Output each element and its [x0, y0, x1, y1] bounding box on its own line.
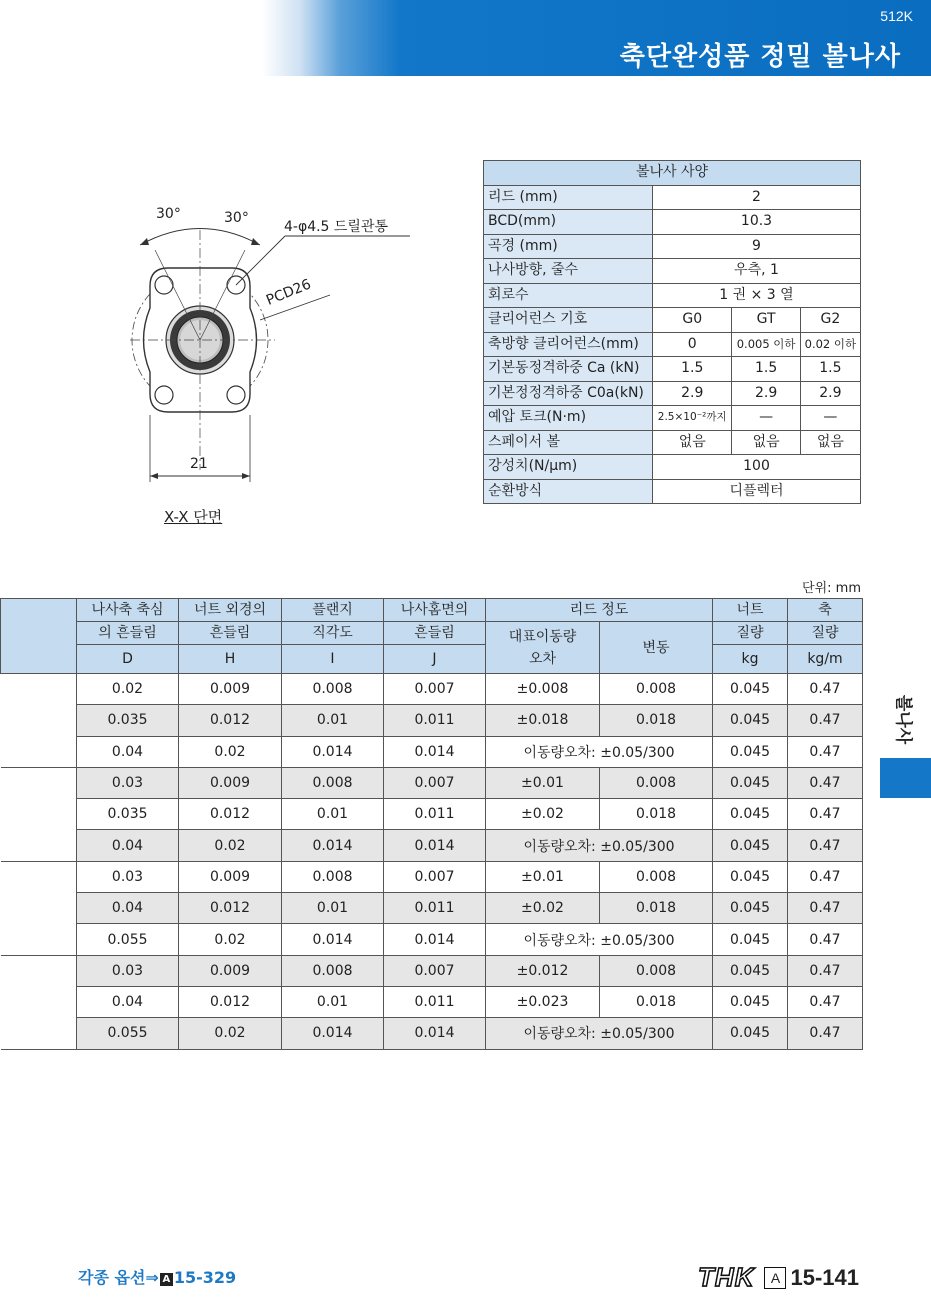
- cell-runout-h: 0.02: [179, 1018, 282, 1049]
- spec-value: 디플렉터: [653, 479, 861, 504]
- cell-representative-error: ±0.012: [486, 955, 600, 986]
- cell-travel-error: 이동량오차: ±0.05/300: [486, 924, 713, 955]
- cell-variation: 0.008: [600, 861, 713, 892]
- spec-value: 10.3: [653, 210, 861, 235]
- angle-label-right: 30°: [224, 210, 249, 226]
- table-row: [1, 799, 863, 830]
- cell-travel-error: 이동량오차: ±0.05/300: [486, 736, 713, 767]
- cell-shaft-mass: 0.47: [788, 861, 863, 892]
- spec-value: 2: [653, 185, 861, 210]
- cell-runout-j: 0.011: [384, 893, 486, 924]
- cell-runout-d: 0.03: [77, 955, 179, 986]
- side-tab-marker: [880, 758, 931, 798]
- header-i-symbol: I: [282, 645, 384, 674]
- header-h-symbol: H: [179, 645, 282, 674]
- cell-representative-error: ±0.008: [486, 674, 600, 705]
- ball-screw-spec-table: [483, 160, 861, 504]
- cell-nut-mass: 0.045: [713, 955, 788, 986]
- spec-row: [484, 234, 861, 259]
- spec-value: 없음: [800, 430, 860, 455]
- cell-variation: 0.008: [600, 767, 713, 798]
- cell-nut-mass: 0.045: [713, 861, 788, 892]
- group-cell: [1, 861, 77, 955]
- table-row: [1, 674, 863, 705]
- cell-runout-j: 0.014: [384, 830, 486, 861]
- cell-runout-d: 0.04: [77, 893, 179, 924]
- spec-key: 클리어런스 기호: [484, 308, 653, 333]
- cell-shaft-mass: 0.47: [788, 986, 863, 1017]
- cell-runout-d: 0.04: [77, 830, 179, 861]
- cell-representative-error: ±0.02: [486, 893, 600, 924]
- cell-runout-h: 0.012: [179, 799, 282, 830]
- cell-runout-h: 0.009: [179, 767, 282, 798]
- table-row: [1, 1018, 863, 1049]
- header-representative-error: 대표이동량 오차: [486, 622, 600, 674]
- cell-perpendicularity-i: 0.014: [282, 924, 384, 955]
- spec-value: 없음: [732, 430, 800, 455]
- table-row: [1, 893, 863, 924]
- cell-runout-j: 0.007: [384, 674, 486, 705]
- cell-runout-h: 0.012: [179, 705, 282, 736]
- spec-key: 스페이서 볼: [484, 430, 653, 455]
- spec-value: 100: [653, 455, 861, 480]
- table-row: [1, 830, 863, 861]
- cell-nut-mass: 0.045: [713, 705, 788, 736]
- cell-variation: 0.018: [600, 705, 713, 736]
- cell-runout-d: 0.02: [77, 674, 179, 705]
- spec-key: 회로수: [484, 283, 653, 308]
- group-cell: [1, 955, 77, 1049]
- spec-key: 기본동정격하중 Ca (kN): [484, 357, 653, 382]
- accuracy-table: [0, 598, 863, 1050]
- cell-nut-mass: 0.045: [713, 1018, 788, 1049]
- section-a-box: A: [764, 1267, 786, 1289]
- spec-value: 없음: [653, 430, 732, 455]
- spec-row-c0a: [484, 381, 861, 406]
- page-footer: [698, 1262, 859, 1293]
- spec-value: G2: [800, 308, 860, 333]
- spec-row-clearance: [484, 308, 861, 333]
- spec-row: [484, 283, 861, 308]
- spec-value: 0.02 이하: [800, 332, 860, 357]
- catalog-code: 512K: [880, 8, 913, 24]
- width-dimension-label: 21: [190, 456, 208, 472]
- header-d-symbol: D: [77, 645, 179, 674]
- spec-key: 축방향 클리어런스(mm): [484, 332, 653, 357]
- cell-runout-d: 0.055: [77, 1018, 179, 1049]
- table-row: [1, 767, 863, 798]
- spec-row-torque: [484, 406, 861, 431]
- spec-key: 강성치(N/μm): [484, 455, 653, 480]
- flange-drawing-svg: [100, 190, 430, 540]
- group-cell: [1, 767, 77, 861]
- cell-runout-d: 0.035: [77, 705, 179, 736]
- spec-key: 리드 (mm): [484, 185, 653, 210]
- cell-perpendicularity-i: 0.008: [282, 767, 384, 798]
- cell-representative-error: ±0.018: [486, 705, 600, 736]
- cell-shaft-mass: 0.47: [788, 799, 863, 830]
- cell-shaft-mass: 0.47: [788, 705, 863, 736]
- cell-runout-d: 0.03: [77, 767, 179, 798]
- cell-runout-j: 0.014: [384, 1018, 486, 1049]
- cell-runout-j: 0.014: [384, 736, 486, 767]
- spec-key: 예압 토크(N·m): [484, 406, 653, 431]
- cell-runout-d: 0.04: [77, 986, 179, 1017]
- side-label-text: 볼나사: [893, 694, 913, 744]
- cell-nut-mass: 0.045: [713, 924, 788, 955]
- cell-variation: 0.018: [600, 893, 713, 924]
- spec-value: 9: [653, 234, 861, 259]
- spec-value: 2.9: [800, 381, 860, 406]
- spec-row: [484, 259, 861, 284]
- spec-value: 2.5×10⁻²까지: [653, 406, 732, 431]
- spec-key: 나사방향, 줄수: [484, 259, 653, 284]
- header-j-symbol: J: [384, 645, 486, 674]
- header-i-mid: 직각도: [282, 622, 384, 645]
- options-text: 각종 옵션⇒: [78, 1268, 159, 1287]
- cell-shaft-mass: 0.47: [788, 924, 863, 955]
- cell-perpendicularity-i: 0.014: [282, 830, 384, 861]
- cell-variation: 0.008: [600, 674, 713, 705]
- cell-nut-mass: 0.045: [713, 799, 788, 830]
- cell-representative-error: ±0.01: [486, 861, 600, 892]
- spec-row-spacer: [484, 430, 861, 455]
- spec-value: 0.005 이하: [732, 332, 800, 357]
- spec-key: 곡경 (mm): [484, 234, 653, 259]
- header-j-top: 나사홈면의: [384, 599, 486, 622]
- spec-value: 2.9: [653, 381, 732, 406]
- thk-logo: THK: [698, 1262, 755, 1292]
- header-shaft-top: 축: [788, 599, 863, 622]
- cell-runout-j: 0.011: [384, 705, 486, 736]
- hole-spec-label: 4-φ4.5 드릴관통: [284, 219, 389, 235]
- cell-shaft-mass: 0.47: [788, 830, 863, 861]
- cell-runout-j: 0.011: [384, 986, 486, 1017]
- pcd-label: PCD26: [264, 276, 314, 309]
- cell-runout-j: 0.014: [384, 924, 486, 955]
- cell-perpendicularity-i: 0.01: [282, 893, 384, 924]
- cell-runout-h: 0.009: [179, 674, 282, 705]
- cell-representative-error: ±0.01: [486, 767, 600, 798]
- cell-nut-mass: 0.045: [713, 767, 788, 798]
- cell-runout-j: 0.011: [384, 799, 486, 830]
- cell-runout-j: 0.007: [384, 861, 486, 892]
- cell-representative-error: ±0.02: [486, 799, 600, 830]
- spec-value: —: [732, 406, 800, 431]
- cell-runout-h: 0.02: [179, 830, 282, 861]
- angle-label-left: 30°: [156, 206, 181, 222]
- spec-key: BCD(mm): [484, 210, 653, 235]
- cell-runout-j: 0.007: [384, 767, 486, 798]
- table-row: [1, 924, 863, 955]
- spec-value: 1.5: [653, 357, 732, 382]
- spec-value: G0: [653, 308, 732, 333]
- cell-shaft-mass: 0.47: [788, 1018, 863, 1049]
- header-variation: 변동: [600, 622, 713, 674]
- spec-value: 우측, 1: [653, 259, 861, 284]
- cell-runout-d: 0.03: [77, 861, 179, 892]
- cell-nut-mass: 0.045: [713, 986, 788, 1017]
- spec-key: 기본정정격하중 C0a(kN): [484, 381, 653, 406]
- section-label: X-X 단면: [164, 508, 223, 526]
- header-h-mid: 흔들림: [179, 622, 282, 645]
- table-row: [1, 736, 863, 767]
- header-lead-accuracy: 리드 정도: [486, 599, 713, 622]
- header-d-mid: 의 흔들림: [77, 622, 179, 645]
- cell-runout-d: 0.055: [77, 924, 179, 955]
- cell-runout-j: 0.007: [384, 955, 486, 986]
- cell-perpendicularity-i: 0.008: [282, 861, 384, 892]
- cell-variation: 0.018: [600, 986, 713, 1017]
- unit-note: 단위: mm: [802, 581, 861, 596]
- side-label: [880, 684, 931, 754]
- spec-row-circulation: [484, 479, 861, 504]
- spec-value: —: [800, 406, 860, 431]
- cell-nut-mass: 0.045: [713, 674, 788, 705]
- cell-perpendicularity-i: 0.008: [282, 955, 384, 986]
- spec-key: 순환방식: [484, 479, 653, 504]
- cell-nut-mass: 0.045: [713, 736, 788, 767]
- page-number: 15-141: [790, 1264, 859, 1290]
- cell-travel-error: 이동량오차: ±0.05/300: [486, 830, 713, 861]
- accuracy-table-body: [1, 674, 863, 1050]
- header-j-mid: 흔들림: [384, 622, 486, 645]
- header-nut-mid: 질량: [713, 622, 788, 645]
- header-nut-unit: kg: [713, 645, 788, 674]
- page-title: 축단완성품 정밀 볼나사: [619, 42, 901, 72]
- cell-perpendicularity-i: 0.01: [282, 705, 384, 736]
- cell-representative-error: ±0.023: [486, 986, 600, 1017]
- cell-runout-h: 0.02: [179, 736, 282, 767]
- options-reference[interactable]: [78, 1265, 236, 1288]
- cell-runout-h: 0.012: [179, 893, 282, 924]
- cell-shaft-mass: 0.47: [788, 767, 863, 798]
- spec-value: 1.5: [800, 357, 860, 382]
- spec-row-ca: [484, 357, 861, 382]
- table-row: [1, 861, 863, 892]
- spec-value: 1.5: [732, 357, 800, 382]
- cell-variation: 0.008: [600, 955, 713, 986]
- spec-value: GT: [732, 308, 800, 333]
- cell-perpendicularity-i: 0.014: [282, 736, 384, 767]
- group-cell: [1, 674, 77, 768]
- section-a-icon: A: [160, 1273, 173, 1286]
- spec-value: 0: [653, 332, 732, 357]
- cell-runout-d: 0.04: [77, 736, 179, 767]
- cell-shaft-mass: 0.47: [788, 736, 863, 767]
- cell-runout-h: 0.009: [179, 861, 282, 892]
- header-h-top: 너트 외경의: [179, 599, 282, 622]
- cell-nut-mass: 0.045: [713, 893, 788, 924]
- cell-runout-h: 0.012: [179, 986, 282, 1017]
- cell-shaft-mass: 0.47: [788, 674, 863, 705]
- header-nut-top: 너트: [713, 599, 788, 622]
- cell-perpendicularity-i: 0.014: [282, 1018, 384, 1049]
- spec-row-stiffness: [484, 455, 861, 480]
- cell-runout-d: 0.035: [77, 799, 179, 830]
- header-d-top: 나사축 축심: [77, 599, 179, 622]
- cell-travel-error: 이동량오차: ±0.05/300: [486, 1018, 713, 1049]
- spec-row-axial: [484, 332, 861, 357]
- cross-section-drawing: [100, 190, 430, 540]
- header-shaft-mid: 질량: [788, 622, 863, 645]
- options-page-ref: 15-329: [173, 1268, 237, 1287]
- header-blank: [1, 599, 77, 674]
- cell-perpendicularity-i: 0.01: [282, 799, 384, 830]
- spec-row: [484, 210, 861, 235]
- cell-nut-mass: 0.045: [713, 830, 788, 861]
- cell-runout-h: 0.009: [179, 955, 282, 986]
- header-shaft-unit: kg/m: [788, 645, 863, 674]
- cell-shaft-mass: 0.47: [788, 955, 863, 986]
- table-row: [1, 955, 863, 986]
- cell-shaft-mass: 0.47: [788, 893, 863, 924]
- table-row: [1, 705, 863, 736]
- spec-row: [484, 185, 861, 210]
- spec-value: 2.9: [732, 381, 800, 406]
- spec-value: 1 권 × 3 열: [653, 283, 861, 308]
- cell-perpendicularity-i: 0.01: [282, 986, 384, 1017]
- cell-runout-h: 0.02: [179, 924, 282, 955]
- header-i-top: 플랜지: [282, 599, 384, 622]
- spec-title: 볼나사 사양: [484, 161, 861, 186]
- cell-perpendicularity-i: 0.008: [282, 674, 384, 705]
- cell-variation: 0.018: [600, 799, 713, 830]
- table-row: [1, 986, 863, 1017]
